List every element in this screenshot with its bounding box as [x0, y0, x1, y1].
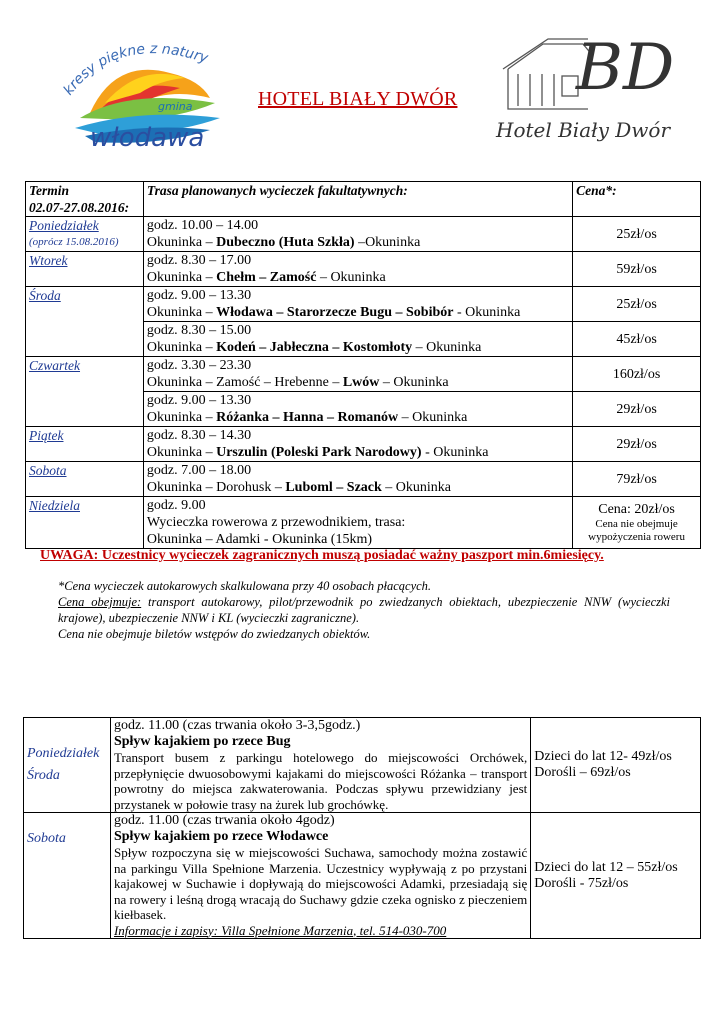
day-label: Niedziela [29, 498, 80, 513]
route-time: godz. 7.00 – 18.00 [146, 463, 252, 478]
gmina-wlodawa-logo [60, 18, 230, 158]
day-cell [24, 718, 111, 813]
day-label: Czwartek [29, 358, 81, 373]
price-cell [531, 718, 701, 813]
route-cell [143, 392, 572, 427]
table-row [26, 497, 701, 549]
table-row [24, 813, 701, 939]
route-part: – Okuninka [381, 480, 452, 495]
route-time: godz. 3.30 – 23.30 [146, 358, 252, 373]
day-cell [26, 287, 144, 357]
route-text [147, 304, 569, 321]
activity-cell [110, 813, 530, 939]
logo-monogram: BD [576, 31, 675, 105]
route-time: godz. 9.00 [146, 498, 206, 513]
route-text [147, 479, 569, 496]
activity-time: godz. 11.00 (czas trwania około 4godz) [113, 813, 335, 828]
price-value: Cena: 20zł/os [598, 502, 675, 517]
day-label: Poniedziałek [27, 746, 100, 761]
route-text [147, 409, 569, 426]
table-row [24, 718, 701, 813]
activity-description: Transport busem z parkingu hotelowego do miejscowości Orchówek, przepłynięcie dwuosobowymi kajakami do miejscowości Różanka – transport powrotny do miejsca zakwaterowania. Podczas spływu przewidziany jest przystanek w połowie trasy na żurek lub grochówkę. [113, 750, 528, 812]
route-part: – Okuninka [379, 375, 449, 390]
day-label: Poniedziałek [29, 218, 99, 233]
price-cell: 25zł/os [573, 217, 701, 252]
day-label: Wtorek [29, 253, 68, 268]
route-part: Okuninka – Zamość – Hrebenne – [146, 375, 343, 390]
table-row [26, 357, 701, 392]
hotel-logo [488, 14, 678, 149]
excursions-table [25, 181, 701, 549]
note-line [58, 594, 670, 626]
day-label: Piątek [29, 428, 64, 443]
route-highlight: Chełm – Zamość [216, 270, 317, 285]
route-highlight: Kodeń – Jabłeczna – Kostomłoty [216, 340, 413, 355]
table-row [26, 427, 701, 462]
route-time: godz. 9.00 – 13.30 [146, 288, 252, 303]
route-part: Okuninka – [146, 410, 217, 425]
page-title: HOTEL BIAŁY DWÓR [258, 88, 458, 110]
header-price: Cena*: [573, 182, 701, 217]
route-text: Wycieczka rowerowa z przewodnikiem, trasa: [146, 515, 406, 530]
route-text [147, 339, 569, 356]
route-cell [143, 462, 572, 497]
route-cell [143, 217, 572, 252]
price-children: Dzieci do lat 12- 49zł/os [534, 749, 672, 764]
route-time: godz. 8.30 – 17.00 [146, 253, 252, 268]
price-cell: 160zł/os [573, 357, 701, 392]
header-route: Trasa planowanych wycieczek fakultatywnych: [143, 182, 572, 217]
note-text: transport autokarowy, pilot/przewodnik po zwiedzanych obiektach, ubezpieczenie NNW (wycieczki krajowe), ubezpieczenie NNW i KL (wycieczki zagraniczne). [58, 595, 670, 625]
day-label: Sobota [27, 831, 66, 846]
route-time: godz. 10.00 – 14.00 [146, 218, 259, 233]
activity-description: Spływ rozpoczyna się w miejscowości Suchawa, samochody można zostawić na parkingu Villa Spełnione Marzenia. Uczestnicy wypływają z po przystani kajakowej w Suchawie i dopływają do miejscowości Adamki, przesiadają się na rowery i leśną drogą wracają do Suchawy gdzie czeka ognisko z pieczeniem kiełbasek. [113, 845, 528, 922]
route-part: Okuninka – [146, 270, 217, 285]
route-text: Okuninka – Adamki - Okuninka (15km) [146, 532, 373, 547]
route-time: godz. 8.30 – 14.30 [146, 428, 252, 443]
activity-contact-info: Informacje i zapisy: Villa Spełnione Marzenia, tel. 514-030-700 [113, 922, 447, 938]
route-cell [143, 322, 572, 357]
route-highlight: Dubeczno (Huta Szkła) [216, 235, 355, 250]
route-text [147, 374, 569, 391]
day-label: Środa [29, 288, 61, 303]
route-text [147, 444, 569, 461]
header-term-label: Termin [29, 183, 70, 198]
price-cell: 45zł/os [573, 322, 701, 357]
day-cell [26, 497, 144, 549]
route-highlight: Luboml – Szack [285, 480, 382, 495]
route-part: Okuninka – [146, 340, 217, 355]
route-cell [143, 497, 572, 549]
route-part: Okuninka – Dorohusk – [146, 480, 286, 495]
price-cell: 29zł/os [573, 427, 701, 462]
note-label: Cena obejmuje: [58, 595, 142, 609]
route-cell [143, 252, 572, 287]
note-line: Cena nie obejmuje biletów wstępów do zwiedzanych obiektów. [58, 627, 371, 641]
note-line: *Cena wycieczek autokarowych skalkulowana przy 40 osobach płacących. [58, 579, 432, 593]
activity-time: godz. 11.00 (czas trwania około 3-3,5godz.) [113, 718, 361, 733]
logo-name: włodawa [90, 123, 205, 153]
header-term [26, 182, 144, 217]
kayak-table [23, 717, 701, 939]
day-cell [26, 357, 144, 427]
header-dates: 02.07-27.08.2016: [29, 200, 130, 215]
day-note: (oprócz 15.08.2016) [29, 236, 119, 248]
route-text [147, 234, 569, 251]
price-adults: Dorośli - 75zł/os [534, 875, 629, 891]
route-cell [143, 287, 572, 322]
logo-slogan: kresy piękne z natury [60, 41, 210, 99]
route-part: – Okuninka [412, 340, 482, 355]
price-adults: Dorośli – 69zł/os [534, 765, 631, 780]
price-note: Cena nie obejmuje wypożyczenia roweru [588, 518, 685, 543]
passport-warning: UWAGA: Uczestnicy wycieczek zagranicznych muszą posiadać ważny paszport min.6miesięcy. [40, 548, 604, 563]
price-cell: 29zł/os [573, 392, 701, 427]
route-cell [143, 427, 572, 462]
route-highlight: Różanka – Hanna – Romanów [216, 410, 399, 425]
route-part: - Okuninka [421, 445, 489, 460]
price-cell: 79zł/os [573, 462, 701, 497]
route-time: godz. 8.30 – 15.00 [146, 323, 252, 338]
route-highlight: Urszulin (Poleski Park Narodowy) [216, 445, 422, 460]
route-time: godz. 9.00 – 13.30 [146, 393, 252, 408]
route-part: Okuninka – [146, 305, 217, 320]
day-cell [24, 813, 111, 939]
logo-gmina: gmina [158, 100, 193, 113]
price-cell: 59zł/os [573, 252, 701, 287]
table-row [26, 462, 701, 497]
route-part: – Okuninka [398, 410, 468, 425]
route-highlight: Lwów [342, 375, 380, 390]
route-highlight: Włodawa – Starorzecze Bugu – Sobibór [216, 305, 454, 320]
route-part: Okuninka – [146, 445, 217, 460]
table-header-row [26, 182, 701, 217]
day-label: Sobota [29, 463, 67, 478]
day-cell [26, 462, 144, 497]
route-text [147, 269, 569, 286]
table-row [26, 252, 701, 287]
price-cell: 25zł/os [573, 287, 701, 322]
day-cell [26, 217, 144, 252]
price-cell [531, 813, 701, 939]
logo-hotel-name: Hotel Biały Dwór [496, 118, 671, 142]
route-part: – Okuninka [316, 270, 386, 285]
route-cell [143, 357, 572, 392]
route-part: –Okuninka [354, 235, 421, 250]
route-part: - Okuninka [453, 305, 521, 320]
activity-title: Spływ kajakiem po rzece Włodawce [113, 829, 329, 844]
table-row [26, 217, 701, 252]
activity-cell [110, 718, 530, 813]
price-notes [58, 578, 670, 642]
day-label: Środa [27, 768, 60, 783]
route-part: Okuninka – [146, 235, 217, 250]
day-cell [26, 427, 144, 462]
price-cell [573, 497, 701, 549]
activity-title: Spływ kajakiem po rzece Bug [113, 734, 291, 749]
table-row [26, 287, 701, 322]
price-children: Dzieci do lat 12 – 55zł/os [534, 859, 678, 875]
day-cell [26, 252, 144, 287]
